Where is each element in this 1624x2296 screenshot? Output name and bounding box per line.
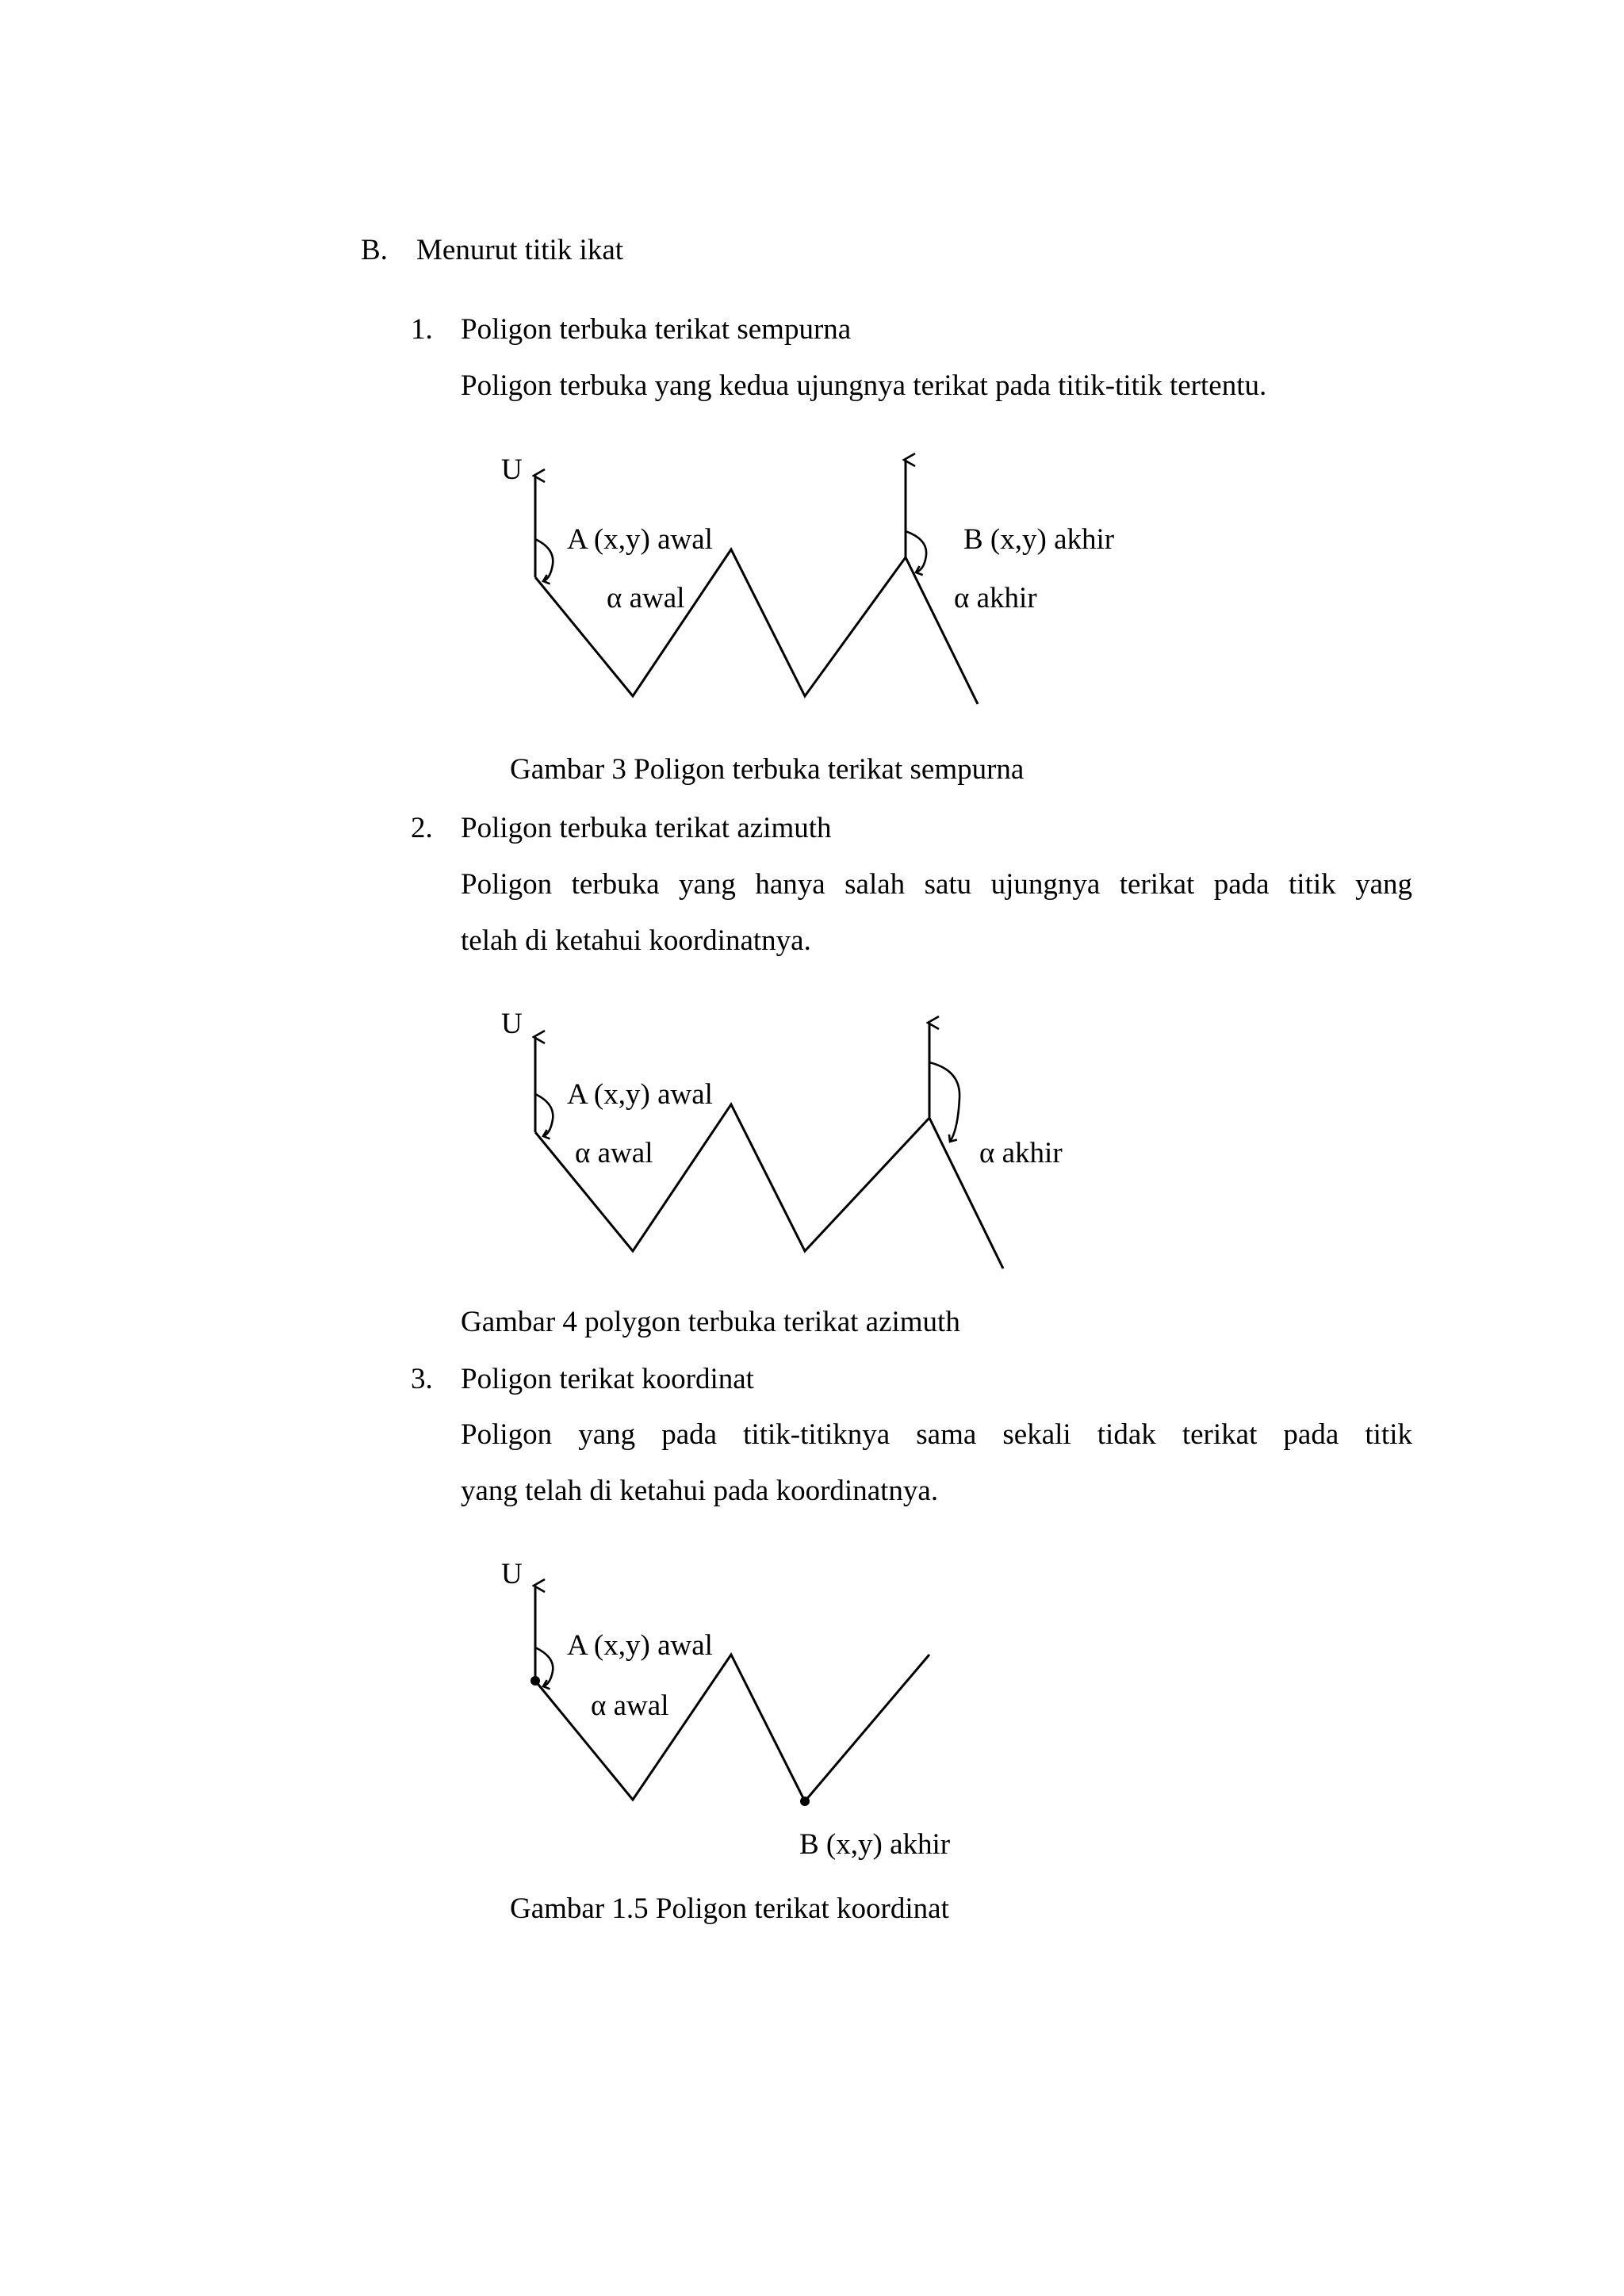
item-description: telah di ketahui koordinatnya. [461,924,811,957]
polygon-traverse [535,549,978,704]
end-azimuth-label: α akhir [979,1137,1063,1169]
item-description: yang telah di ketahui pada koordinatnya. [461,1475,939,1507]
point-a-marker [530,1676,540,1686]
item-description: Poligon terbuka yang hanya salah satu ujungnya terikat pada titik yang [461,868,1412,901]
figure-caption: Gambar 3 Poligon terbuka terikat sempurna [510,753,1025,786]
end-point-label: B (x,y) akhir [963,523,1115,556]
figure-1 [501,453,1114,704]
polygon-traverse [535,1104,1003,1269]
start-point-label: A (x,y) awal [567,1078,713,1111]
figure-3 [501,1558,950,1861]
azimuth-arc [535,539,553,581]
section-title: Menurut titik ikat [416,234,624,266]
end-point-label: B (x,y) akhir [799,1828,951,1861]
start-azimuth-label: α awal [607,582,685,614]
start-point-label: A (x,y) awal [567,1629,713,1662]
item-number: 1. [411,313,433,346]
item-title: Poligon terbuka terikat sempurna [461,313,852,346]
start-point-label: A (x,y) awal [567,523,713,556]
section-label: B. [361,234,388,266]
north-label: U [501,1558,523,1590]
item-description: Poligon terbuka yang kedua ujungnya terikat pada titik-titik tertentu. [461,369,1267,402]
start-azimuth-label: α awal [575,1137,653,1169]
azimuth-arc [535,1094,553,1136]
end-azimuth-label: α akhir [954,582,1037,614]
figure-caption: Gambar 4 polygon terbuka terikat azimuth [461,1306,960,1338]
item-number: 3. [411,1363,433,1395]
item-description: Poligon yang pada titik-titiknya sama sekali tidak terikat pada titik [461,1418,1412,1451]
north-label: U [501,453,523,486]
polygon-traverse [535,1655,929,1801]
north-label: U [501,1008,523,1040]
item-title: Poligon terbuka terikat azimuth [461,812,832,844]
point-b-marker [800,1797,810,1806]
figure-caption: Gambar 1.5 Poligon terikat koordinat [510,1892,949,1925]
figure-2 [501,1008,1063,1269]
item-number: 2. [411,812,433,844]
start-azimuth-label: α awal [591,1689,669,1722]
item-title: Poligon terikat koordinat [461,1363,754,1395]
